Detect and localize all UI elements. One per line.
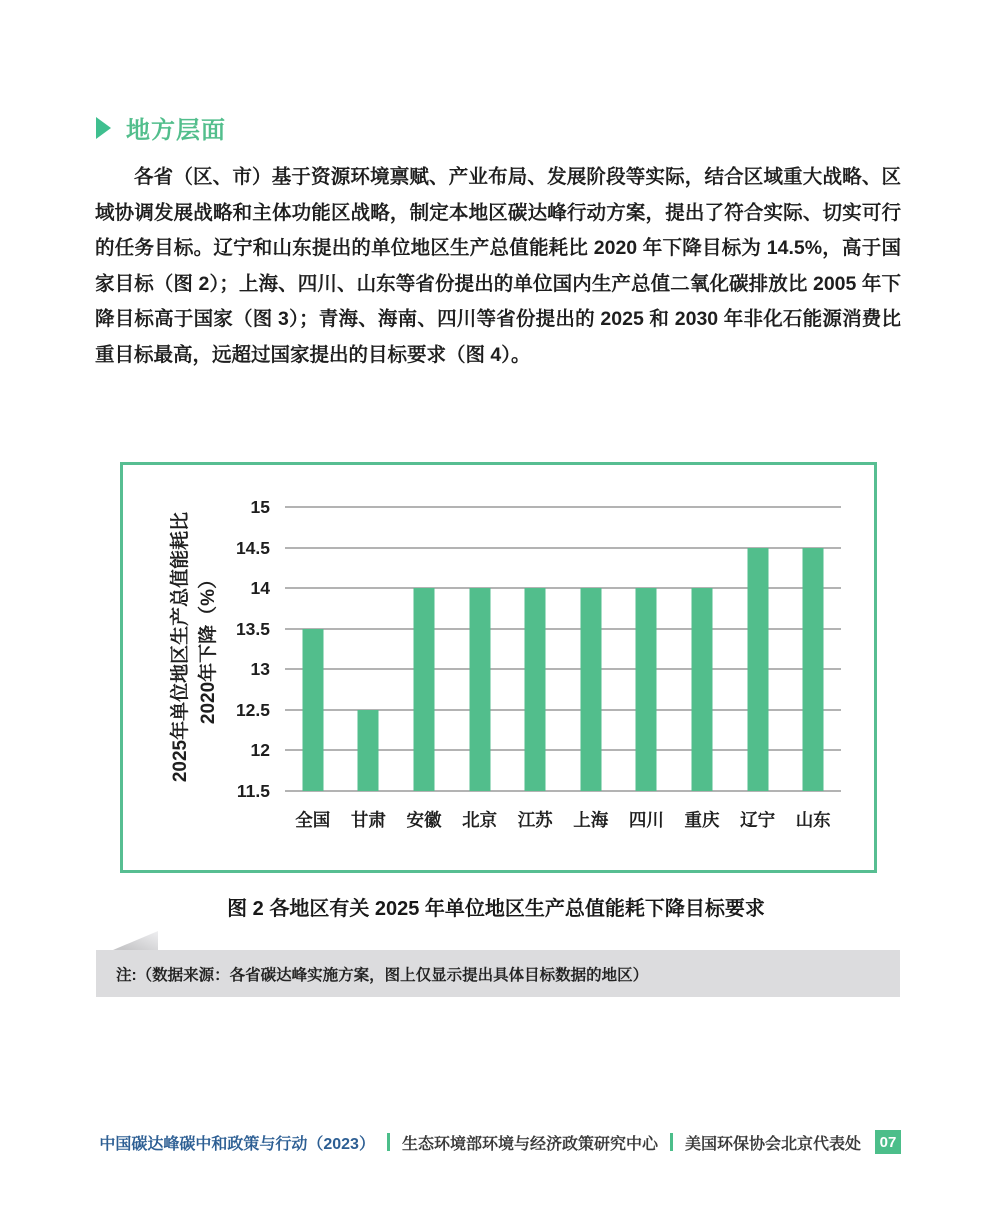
y-tick-label: 14	[250, 578, 270, 599]
figure-caption: 图 2 各地区有关 2025 年单位地区生产总值能耗下降目标要求	[227, 898, 765, 920]
plot-area	[235, 497, 841, 830]
x-tick-label-重庆: 重庆	[684, 810, 720, 830]
bar-北京	[469, 588, 490, 791]
x-tick-label-辽宁: 辽宁	[740, 810, 776, 830]
y-tick-label: 14.5	[235, 537, 270, 558]
y-tick-label: 12	[250, 740, 270, 761]
note-fold-corner	[113, 931, 158, 950]
footer-org-2: 美国环保协会北京代表处	[684, 1135, 861, 1153]
y-axis-title-line1: 2025年单位地区生产总值能耗比	[170, 511, 191, 783]
note-text: 注:（数据来源：各省碳达峰实施方案，图上仅显示提出具体目标数据的地区）	[116, 966, 649, 984]
section-title: 地方层面	[126, 117, 226, 144]
y-tick-label: 15	[250, 497, 270, 517]
y-tick-label: 13	[250, 659, 270, 680]
y-tick-label: 12.5	[235, 699, 270, 720]
footer-divider	[387, 1133, 390, 1151]
body-paragraph: 各省（区、市）基于资源环境禀赋、产业布局、发展阶段等实际，结合区域重大战略、区域协调发展战略和主体功能区战略，制定本地区碳达峰行动方案，提出了符合实际、切实可行的任务目标。辽宁和山东提出的单位地区生产总值能耗比 2020 年下降目标为 14.5%，高于国家目标（图 2）；上海、四川、山东等省份提出的单位国内生产总值二氧化碳排放比 2005 年下降目标高于国家（图 3）；青海、海南、四川等省份提出的 2025 和 2030 年非化石能源消费比重目标最高，远超过国家提出的目标要求（图 4）。	[95, 166, 901, 366]
bar-四川	[636, 588, 657, 791]
bar-山东	[803, 548, 824, 791]
x-tick-label-甘肃: 甘肃	[350, 810, 386, 830]
section-header	[96, 110, 226, 145]
note-box	[96, 950, 900, 997]
x-tick-label-安徽: 安徽	[406, 810, 442, 830]
y-axis-title-line2: 2020年下降（%）	[198, 569, 219, 725]
footer-org-1: 生态环境部环境与经济政策研究中心	[401, 1135, 658, 1153]
footer-divider	[670, 1133, 673, 1151]
bar-辽宁	[747, 548, 768, 791]
x-tick-label-山东: 山东	[795, 810, 831, 830]
y-tick-label: 11.5	[236, 781, 270, 801]
y-tick-label: 13.5	[235, 618, 270, 639]
bar-安徽	[414, 588, 435, 791]
gridline	[285, 506, 841, 508]
bar-全国	[302, 629, 323, 791]
page-footer	[99, 1130, 901, 1154]
bar-重庆	[692, 588, 713, 791]
x-tick-label-全国: 全国	[295, 810, 331, 830]
bar-甘肃	[358, 710, 379, 791]
x-tick-label-四川: 四川	[628, 810, 664, 830]
triangle-bullet-icon	[96, 117, 111, 139]
x-tick-label-上海: 上海	[573, 810, 609, 830]
bar-上海	[580, 588, 601, 791]
bar-江苏	[525, 588, 546, 791]
x-tick-label-江苏: 江苏	[517, 810, 553, 830]
footer-report-title: 中国碳达峰碳中和政策与行动（2023）	[99, 1135, 375, 1153]
page-number-badge: 07	[875, 1130, 901, 1154]
x-tick-label-北京: 北京	[462, 810, 498, 830]
figure-2-chart	[120, 462, 877, 873]
y-axis-title	[167, 512, 223, 782]
